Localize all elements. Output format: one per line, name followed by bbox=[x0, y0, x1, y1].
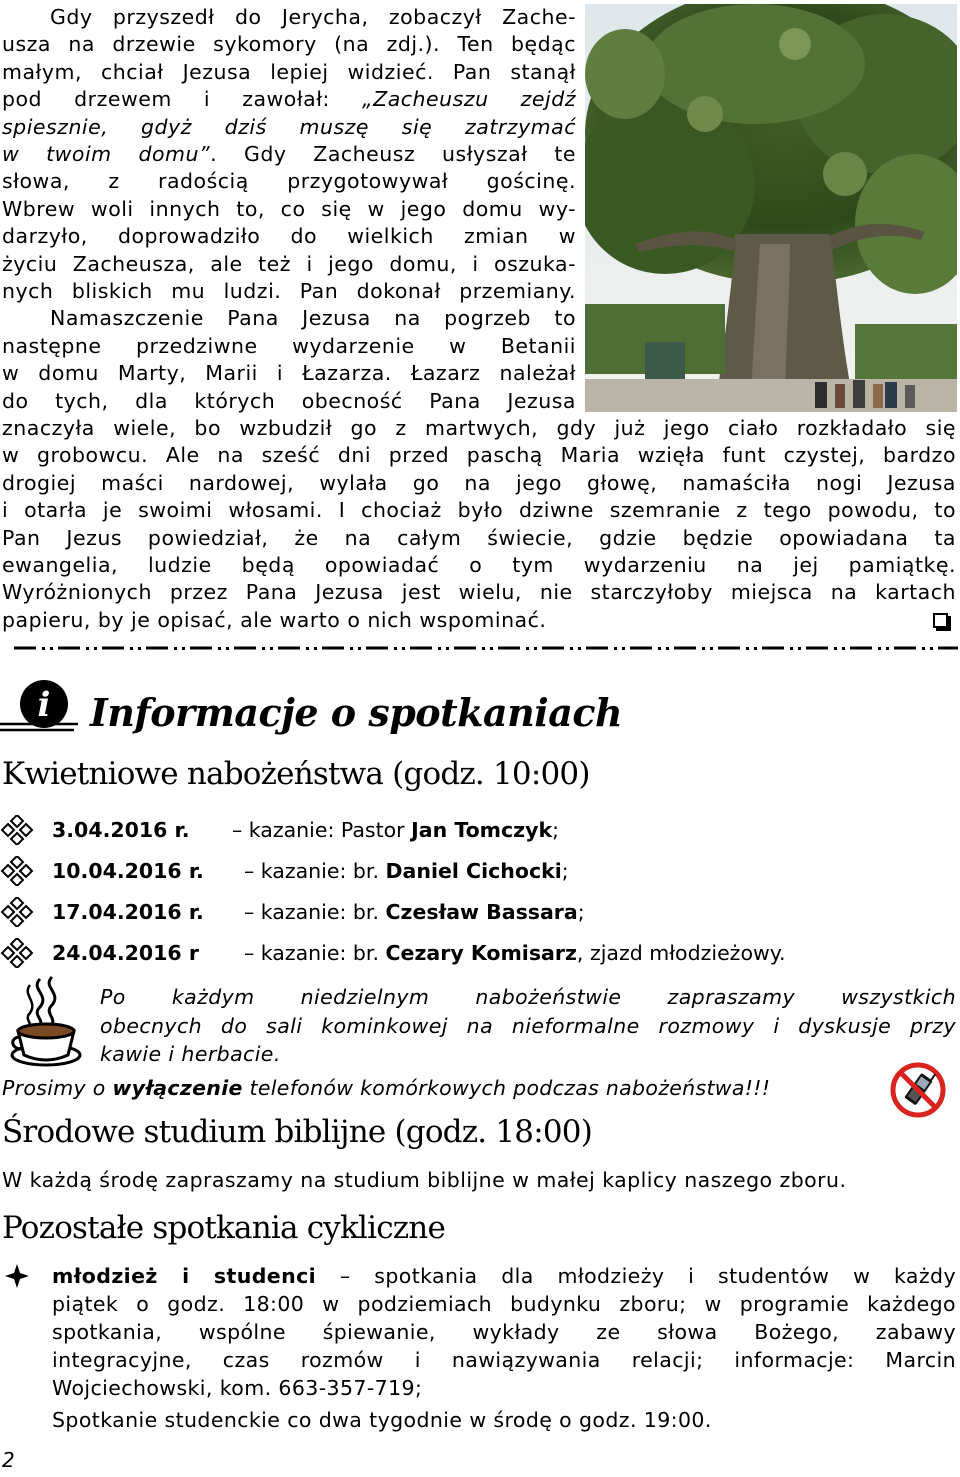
article-line: słowa, z radością przygotowywał gościnę. bbox=[2, 169, 576, 194]
youth-line: młodzież i studenci – spotkania dla młodzieży i studentów w każdy bbox=[52, 1264, 956, 1288]
article-line: Wyróżnionych przez Pana Jezusa jest wielu, nie starczyłoby miejsca na kartach bbox=[2, 580, 956, 605]
page-number: 2 bbox=[2, 1448, 15, 1472]
youth-line: Wojciechowski, kom. 663-357-719; bbox=[52, 1376, 423, 1400]
sycamore-tree-photo bbox=[585, 4, 957, 412]
four-diamond-icon bbox=[0, 897, 34, 927]
article-line-last bbox=[2, 607, 956, 634]
service-preacher: – kazanie: br. Daniel Cichocki; bbox=[244, 859, 569, 883]
article-line: następne przedziwne wydarzenie w Betanii bbox=[2, 333, 576, 358]
coffee-line: obecnych do sali kominkowej na nieformalne rozmowy i dyskusje przy bbox=[100, 1013, 956, 1038]
four-diamond-icon bbox=[0, 938, 34, 968]
article-line: usza na drzewie sykomory (na zdj.). Ten będąc bbox=[2, 32, 576, 57]
service-date: 3.04.2016 r. bbox=[52, 818, 190, 842]
youth-line: piątek o godz. 18:00 w podziemiach budynku zboru; w programie każdego bbox=[52, 1292, 956, 1316]
article-line: Namaszczenie Pana Jezusa na pogrzeb to bbox=[50, 306, 576, 331]
article-line: życiu Zacheusza, ale też i jego domu, i oszuka- bbox=[2, 251, 576, 276]
coffee-invitation bbox=[100, 983, 956, 1069]
article-line: pod drzewem i zawołał: „Zacheuszu zejdź bbox=[2, 87, 576, 112]
student-meeting-line: Spotkanie studenckie co dwa tygodnie w środę o godz. 19:00. bbox=[52, 1408, 712, 1432]
article-line: znaczyła wiele, bo wzbudził go z martwych, gdy już jego ciało rozkładało się bbox=[2, 416, 956, 440]
info-title: Informacje o spotkaniach bbox=[90, 690, 623, 735]
article-line: w grobowcu. Ale na sześć dni przed paschą Maria wzięła funt czystej, bardzo bbox=[2, 443, 956, 468]
article-text: papieru, by je opisać, ale warto o nich wspominać. bbox=[2, 607, 547, 632]
article-column bbox=[2, 4, 576, 415]
other-meetings-heading: Pozostałe spotkania cykliczne bbox=[2, 1210, 446, 1246]
youth-line: integracyjne, czas rozmów i nawiązywania relacji; informacje: Marcin bbox=[52, 1348, 956, 1372]
coffee-cup-icon bbox=[10, 975, 82, 1067]
article-continuation bbox=[2, 415, 956, 634]
info-icon: i bbox=[37, 685, 51, 725]
april-services-heading: Kwietniowe nabożeństwa (godz. 10:00) bbox=[2, 756, 590, 792]
service-date: 17.04.2016 r. bbox=[52, 900, 204, 924]
article-line: spiesznie, gdyż dziś muszę się zatrzymać bbox=[2, 114, 576, 139]
youth-line: spotkania, wspólne śpiewanie, wykłady ze słowa Bożego, zabawy bbox=[52, 1320, 956, 1344]
article-line: darzyło, doprowadziło do wielkich zmian w bbox=[2, 224, 576, 249]
coffee-line: Po każdym niedzielnym nabożeństwie zapraszamy wszystkich bbox=[100, 985, 956, 1009]
article-line: Wbrew woli innych to, co się w jego domu wy- bbox=[2, 196, 576, 221]
article-line: do tych, dla których obecność Pana Jezusa bbox=[2, 388, 576, 413]
no-phone-icon bbox=[890, 1062, 946, 1118]
article-line: Pan Jezus powiedział, że na całym świecie, gdzie będzie opowiadana ta bbox=[2, 525, 956, 550]
phones-notice: Prosimy o wyłączenie telefonów komórkowych podczas nabożeństwa!!! bbox=[2, 1076, 771, 1100]
four-diamond-icon bbox=[0, 856, 34, 886]
coffee-line: kawie i herbacie. bbox=[100, 1042, 281, 1066]
four-diamond-icon bbox=[0, 815, 34, 845]
service-preacher: – kazanie: br. Cezary Komisarz, zjazd młodzieżowy. bbox=[244, 941, 786, 965]
article-line: ewangelia, ludzie będą opowiadać o tym wydarzeniu na jej pamiątkę. bbox=[2, 553, 956, 578]
service-date: 24.04.2016 r bbox=[52, 941, 199, 965]
wednesday-text: W każdą środę zapraszamy na studium biblijne w małej kaplicy naszego zboru. bbox=[2, 1168, 847, 1192]
article-line: małym, chciał Jezusa lepiej widzieć. Pan stanął bbox=[2, 59, 576, 84]
youth-meetings bbox=[52, 1262, 956, 1434]
article-line: drogiej maści nardowej, wylała go na jego głowę, namaściła nogi Jezusa bbox=[2, 470, 956, 495]
article-line: w domu Marty, Marii i Łazarza. Łazarz należał bbox=[2, 361, 576, 386]
wednesday-heading: Środowe studium biblijne (godz. 18:00) bbox=[2, 1114, 592, 1150]
service-preacher: – kazanie: br. Czesław Bassara; bbox=[244, 900, 585, 924]
service-date: 10.04.2016 r. bbox=[52, 859, 204, 883]
article-line: i otarła je swoimi włosami. I chociaż było dziwne szemranie z tego powodu, to bbox=[2, 498, 956, 523]
checkbox-square-icon bbox=[933, 613, 948, 628]
article-line: nych bliskich mu ludzi. Pan dokonał przemiany. bbox=[2, 279, 576, 304]
four-point-star-icon bbox=[3, 1262, 31, 1290]
service-preacher: – kazanie: Pastor Jan Tomczyk; bbox=[232, 818, 560, 842]
article-text: pod drzewem i zawołał: bbox=[2, 87, 363, 112]
dash-dot-divider bbox=[0, 643, 958, 653]
article-line: Gdy przyszedł do Jerycha, zobaczył Zache- bbox=[50, 5, 576, 29]
article-line: w twoim domu”. Gdy Zacheusz usłyszał te bbox=[2, 142, 577, 167]
